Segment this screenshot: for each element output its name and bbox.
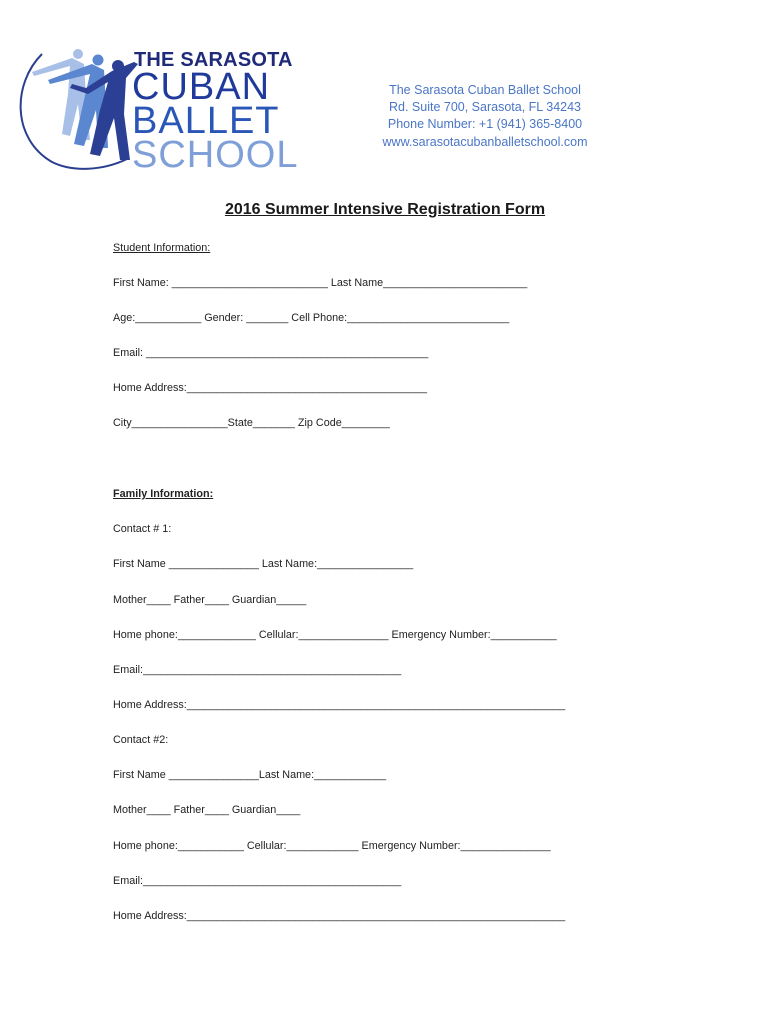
contact2-relation-field[interactable]: Mother____ Father____ Guardian____ bbox=[113, 804, 301, 816]
contact1-relation-field[interactable]: Mother____ Father____ Guardian_____ bbox=[113, 594, 307, 606]
logo-text-cuban: CUBAN bbox=[132, 66, 271, 108]
contact1-heading: Contact # 1: bbox=[113, 523, 172, 535]
contact1-email-field[interactable]: Email:___________________________________________ bbox=[113, 664, 402, 676]
contact2-address-field[interactable]: Home Address:_______________________________________________________________ bbox=[113, 910, 566, 922]
student-name-field[interactable]: First Name: __________________________ Last Name________________________ bbox=[113, 277, 528, 289]
school-contact-info bbox=[376, 82, 594, 151]
contact2-phones-field[interactable]: Home phone:___________ Cellular:____________ Emergency Number:_______________ bbox=[113, 840, 551, 852]
student-age-gender-phone-field[interactable]: Age:___________ Gender: _______ Cell Phone:___________________________ bbox=[113, 312, 510, 324]
logo-text-ballet: BALLET bbox=[132, 100, 280, 142]
contact1-name-field[interactable]: First Name _______________ Last Name:________________ bbox=[113, 558, 414, 570]
student-info-heading: Student Information: bbox=[113, 242, 211, 254]
contact2-name-field[interactable]: First Name _______________Last Name:____________ bbox=[113, 769, 387, 781]
contact1-address-field[interactable]: Home Address:_______________________________________________________________ bbox=[113, 699, 566, 711]
student-city-state-zip-field[interactable]: City________________State_______ Zip Code________ bbox=[113, 417, 390, 429]
student-address-field[interactable]: Home Address:________________________________________ bbox=[113, 382, 428, 394]
student-email-field[interactable]: Email: _______________________________________________ bbox=[113, 347, 429, 359]
contact2-heading: Contact #2: bbox=[113, 734, 169, 746]
school-phone: Phone Number: +1 (941) 365-8400 bbox=[387, 117, 583, 132]
school-address: Rd. Suite 700, Sarasota, FL 34243 bbox=[388, 100, 582, 115]
logo-text-school: SCHOOL bbox=[132, 134, 299, 176]
logo-text-the-sarasota: THE SARASOTA bbox=[134, 49, 293, 71]
school-website[interactable]: www.sarasotacubanballetschool.com bbox=[382, 134, 588, 149]
family-info-heading: Family Information: bbox=[113, 488, 214, 500]
contact2-email-field[interactable]: Email:___________________________________________ bbox=[113, 875, 402, 887]
school-name: The Sarasota Cuban Ballet School bbox=[389, 83, 581, 97]
form-title: 2016 Summer Intensive Registration Form bbox=[224, 201, 546, 218]
contact1-phones-field[interactable]: Home phone:_____________ Cellular:_______________ Emergency Number:___________ bbox=[113, 629, 557, 641]
